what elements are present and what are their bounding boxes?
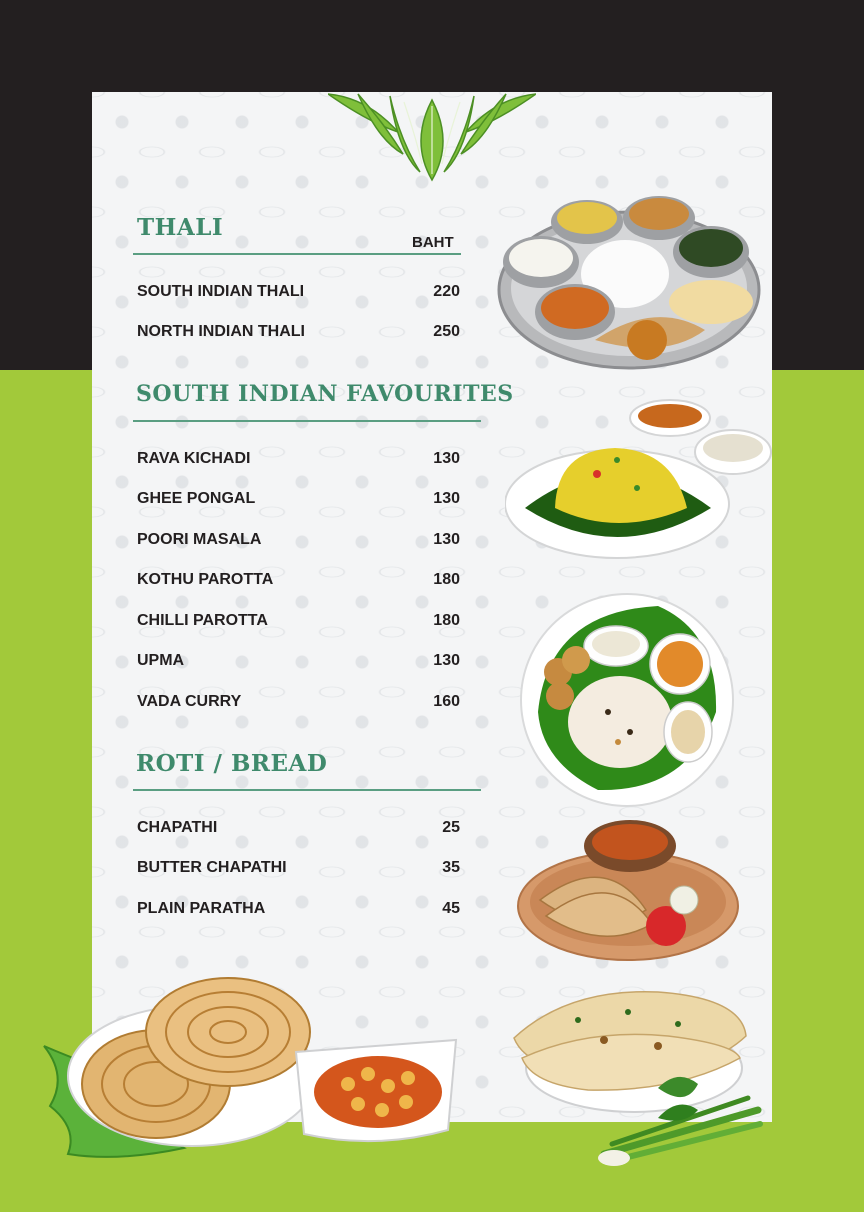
menu-item-name: RAVA KICHADI [137, 450, 251, 467]
paratha-plate-image [66, 966, 318, 1148]
currency-label: BAHT [412, 234, 454, 251]
menu-item-name: SOUTH INDIAN THALI [137, 283, 305, 300]
menu-item-price: 220 [433, 283, 460, 300]
section-title-thali: THALI [137, 214, 224, 241]
menu-item-name: GHEE PONGAL [137, 490, 256, 507]
menu-item-price: 130 [433, 652, 460, 669]
section-title-roti-bread: ROTI / BREAD [136, 750, 328, 777]
leaf-ornament-icon [328, 92, 536, 184]
thali-plate-image [495, 190, 763, 372]
menu-item-price: 35 [442, 859, 460, 876]
menu-item-name: KOTHU PAROTTA [137, 571, 274, 588]
spring-onion-image [598, 1082, 764, 1172]
kichadi-plate-image [505, 398, 775, 560]
menu-item-price: 130 [433, 490, 460, 507]
chole-bowl-image [292, 1034, 460, 1148]
menu-item-price: 180 [433, 571, 460, 588]
chapathi-plate-image [516, 820, 740, 962]
section-rule-roti [133, 789, 481, 791]
menu-item-name: BUTTER CHAPATHI [137, 859, 287, 876]
menu-item-price: 180 [433, 612, 460, 629]
menu-item-name: PLAIN PARATHA [137, 900, 266, 917]
menu-item-price: 160 [433, 693, 460, 710]
section-rule-south-indian [133, 420, 481, 422]
upma-plate-image [518, 592, 736, 808]
menu-item-price: 25 [442, 819, 460, 836]
menu-item-name: CHILLI PAROTTA [137, 612, 268, 629]
menu-item-name: VADA CURRY [137, 693, 242, 710]
section-rule-thali [133, 253, 461, 255]
menu-item-price: 250 [433, 323, 460, 340]
menu-item-price: 45 [442, 900, 460, 917]
menu-item-name: NORTH INDIAN THALI [137, 323, 305, 340]
menu-item-price: 130 [433, 450, 460, 467]
menu-item-price: 130 [433, 531, 460, 548]
menu-item-name: CHAPATHI [137, 819, 218, 836]
section-title-south-indian-favourites: SOUTH INDIAN FAVOURITES [136, 381, 514, 407]
menu-item-name: UPMA [137, 652, 185, 669]
menu-item-name: POORI MASALA [137, 531, 262, 548]
